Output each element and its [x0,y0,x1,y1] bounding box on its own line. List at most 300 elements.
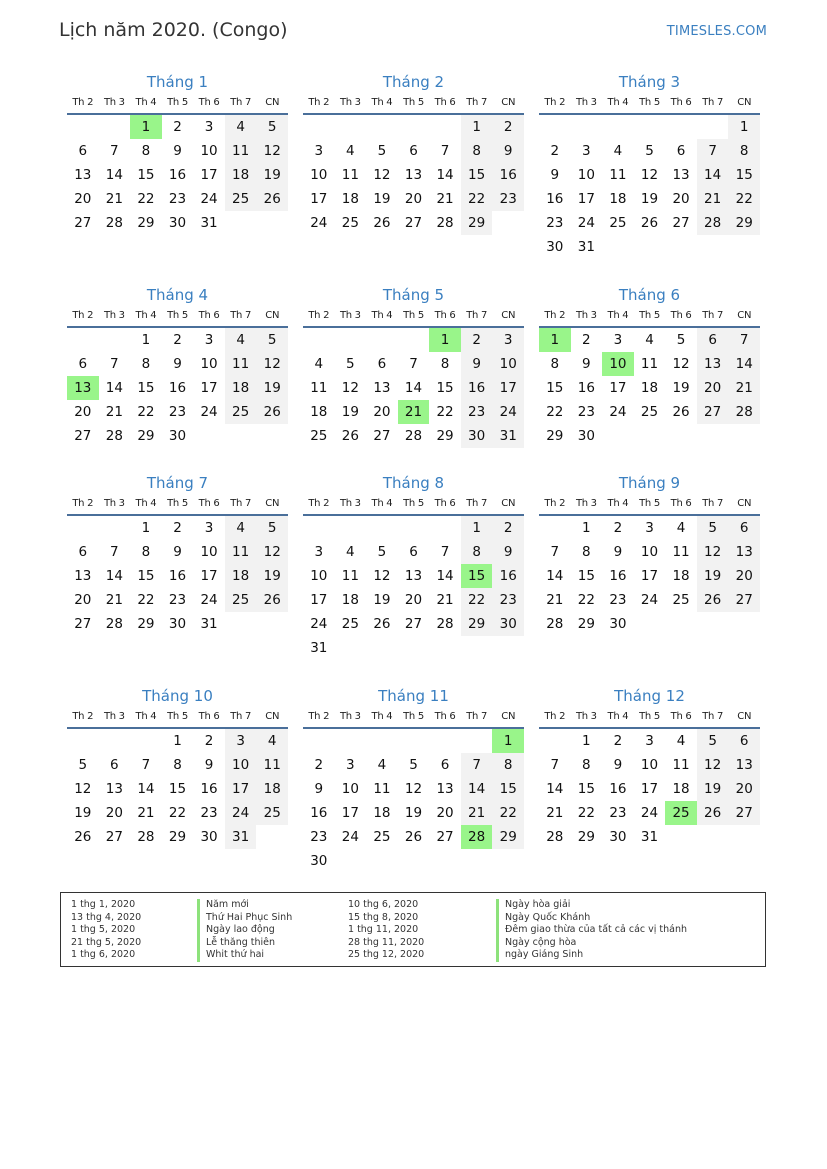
day-cell[interactable]: 19 [640,191,659,207]
weekend-day-cell[interactable]: 3 [225,729,257,753]
day-cell[interactable]: 19 [373,191,391,207]
day-cell[interactable]: 22 [436,404,454,420]
day-cell[interactable]: 21 [546,592,564,608]
weekend-day-cell[interactable]: 8 [728,139,760,163]
weekend-day-cell[interactable]: 25 [225,187,257,211]
day-cell[interactable]: 7 [550,544,560,560]
weekend-day-cell[interactable]: 30 [492,612,524,636]
weekend-day-cell[interactable]: 4 [256,729,288,753]
day-cell[interactable]: 15 [546,380,564,396]
day-cell[interactable]: 2 [173,332,182,348]
day-cell[interactable]: 12 [640,167,659,183]
day-cell[interactable]: 20 [672,191,690,207]
day-cell[interactable]: 12 [672,356,690,372]
weekend-day-cell[interactable]: 1 [728,115,760,139]
day-cell[interactable]: 8 [173,757,182,773]
weekend-day-cell[interactable]: 10 [492,352,524,376]
day-cell[interactable]: 3 [346,757,355,773]
day-cell[interactable]: 18 [609,191,627,207]
day-cell[interactable]: 17 [200,167,218,183]
day-cell[interactable]: 7 [550,757,560,773]
weekend-day-cell[interactable]: 14 [697,163,729,187]
day-cell[interactable]: 15 [168,781,187,797]
weekend-day-cell[interactable]: 28 [697,211,729,235]
weekend-day-cell[interactable]: 1 [461,516,493,540]
day-cell[interactable]: 20 [105,805,123,821]
weekend-day-cell[interactable]: 17 [225,777,257,801]
day-cell[interactable]: 23 [546,215,564,231]
day-cell[interactable]: 29 [168,829,187,845]
weekend-day-cell[interactable]: 27 [697,400,729,424]
weekend-day-cell[interactable]: 12 [256,352,288,376]
day-cell[interactable]: 5 [645,143,654,159]
day-cell[interactable]: 25 [310,428,328,444]
day-cell[interactable]: 24 [200,592,218,608]
day-cell[interactable]: 20 [436,805,454,821]
day-cell[interactable]: 13 [373,380,391,396]
day-cell[interactable]: 14 [105,380,123,396]
day-cell[interactable]: 13 [672,167,690,183]
day-cell[interactable]: 13 [74,568,92,584]
weekend-day-cell[interactable]: 1 [461,115,493,139]
day-cell[interactable]: 27 [404,616,423,632]
weekend-day-cell[interactable]: 10 [225,753,257,777]
day-cell[interactable]: 5 [409,757,418,773]
day-cell[interactable]: 15 [137,568,155,584]
day-cell[interactable]: 7 [110,356,119,372]
holiday-day-cell[interactable]: 15 [461,564,493,588]
weekend-day-cell[interactable]: 9 [492,139,524,163]
day-cell[interactable]: 20 [404,592,423,608]
day-cell[interactable]: 11 [640,356,659,372]
weekend-day-cell[interactable]: 16 [492,163,524,187]
weekend-day-cell[interactable]: 26 [256,588,288,612]
day-cell[interactable]: 30 [168,215,187,231]
day-cell[interactable]: 5 [676,332,686,348]
day-cell[interactable]: 29 [436,428,454,444]
weekend-day-cell[interactable]: 18 [256,777,288,801]
day-cell[interactable]: 31 [577,239,595,255]
day-cell[interactable]: 17 [310,191,328,207]
day-cell[interactable]: 6 [78,544,88,560]
weekend-day-cell[interactable]: 13 [728,753,760,777]
day-cell[interactable]: 5 [78,757,88,773]
weekend-day-cell[interactable]: 2 [492,516,524,540]
weekend-day-cell[interactable]: 15 [492,777,524,801]
day-cell[interactable]: 20 [404,191,423,207]
day-cell[interactable]: 25 [341,215,359,231]
weekend-day-cell[interactable]: 11 [225,352,257,376]
weekend-day-cell[interactable]: 18 [225,564,257,588]
weekend-day-cell[interactable]: 25 [225,588,257,612]
day-cell[interactable]: 30 [609,616,627,632]
weekend-day-cell[interactable]: 17 [492,376,524,400]
weekend-day-cell[interactable]: 19 [697,564,729,588]
weekend-day-cell[interactable]: 24 [492,400,524,424]
day-cell[interactable]: 1 [141,332,151,348]
weekend-day-cell[interactable]: 21 [697,187,729,211]
weekend-day-cell[interactable]: 14 [728,352,760,376]
day-cell[interactable]: 10 [310,568,328,584]
weekend-day-cell[interactable]: 11 [256,753,288,777]
weekend-day-cell[interactable]: 12 [697,540,729,564]
day-cell[interactable]: 26 [404,829,423,845]
weekend-day-cell[interactable]: 5 [697,516,729,540]
day-cell[interactable]: 17 [640,781,659,797]
day-cell[interactable]: 19 [74,805,92,821]
weekend-day-cell[interactable]: 26 [697,588,729,612]
day-cell[interactable]: 15 [577,781,595,797]
day-cell[interactable]: 10 [640,544,659,560]
day-cell[interactable]: 9 [173,356,182,372]
day-cell[interactable]: 23 [577,404,595,420]
weekend-day-cell[interactable]: 27 [728,801,760,825]
day-cell[interactable]: 10 [640,757,659,773]
day-cell[interactable]: 14 [105,167,123,183]
day-cell[interactable]: 12 [373,167,391,183]
day-cell[interactable]: 14 [546,568,564,584]
day-cell[interactable]: 16 [609,781,627,797]
weekend-day-cell[interactable]: 18 [225,163,257,187]
day-cell[interactable]: 20 [373,404,391,420]
day-cell[interactable]: 30 [168,616,187,632]
day-cell[interactable]: 1 [582,520,591,536]
weekend-day-cell[interactable]: 8 [492,753,524,777]
day-cell[interactable]: 9 [314,781,324,797]
day-cell[interactable]: 5 [346,356,355,372]
day-cell[interactable]: 20 [74,592,92,608]
weekend-day-cell[interactable]: 12 [256,139,288,163]
day-cell[interactable]: 25 [373,829,391,845]
day-cell[interactable]: 16 [609,568,627,584]
weekend-day-cell[interactable]: 19 [697,777,729,801]
day-cell[interactable]: 17 [310,592,328,608]
day-cell[interactable]: 2 [582,332,591,348]
day-cell[interactable]: 10 [310,167,328,183]
weekend-day-cell[interactable]: 9 [461,352,493,376]
day-cell[interactable]: 6 [78,356,88,372]
weekend-day-cell[interactable]: 28 [728,400,760,424]
day-cell[interactable]: 10 [200,143,218,159]
day-cell[interactable]: 24 [640,805,659,821]
day-cell[interactable]: 18 [640,380,659,396]
day-cell[interactable]: 5 [377,143,387,159]
day-cell[interactable]: 6 [110,757,119,773]
weekend-day-cell[interactable]: 14 [461,777,493,801]
day-cell[interactable]: 10 [341,781,359,797]
day-cell[interactable]: 26 [341,428,359,444]
day-cell[interactable]: 3 [582,143,591,159]
weekend-day-cell[interactable]: 29 [461,612,493,636]
day-cell[interactable]: 7 [141,757,151,773]
day-cell[interactable]: 27 [404,215,423,231]
day-cell[interactable]: 4 [645,332,654,348]
day-cell[interactable]: 21 [436,191,454,207]
weekend-day-cell[interactable]: 26 [256,400,288,424]
day-cell[interactable]: 27 [105,829,123,845]
day-cell[interactable]: 13 [436,781,454,797]
day-cell[interactable]: 3 [204,119,214,135]
day-cell[interactable]: 17 [609,380,627,396]
weekend-day-cell[interactable]: 26 [697,801,729,825]
day-cell[interactable]: 10 [200,544,218,560]
holiday-day-cell[interactable]: 1 [130,115,162,139]
day-cell[interactable]: 23 [168,592,187,608]
day-cell[interactable]: 29 [137,215,155,231]
day-cell[interactable]: 30 [168,428,187,444]
weekend-day-cell[interactable]: 2 [461,328,493,352]
day-cell[interactable]: 19 [404,805,423,821]
day-cell[interactable]: 4 [676,520,686,536]
day-cell[interactable]: 22 [168,805,187,821]
weekend-day-cell[interactable]: 20 [697,376,729,400]
day-cell[interactable]: 23 [200,805,218,821]
day-cell[interactable]: 22 [137,404,155,420]
weekend-day-cell[interactable]: 22 [461,187,493,211]
day-cell[interactable]: 2 [613,520,623,536]
holiday-day-cell[interactable]: 28 [461,825,493,849]
day-cell[interactable]: 4 [346,544,355,560]
day-cell[interactable]: 19 [341,404,359,420]
day-cell[interactable]: 2 [173,119,182,135]
day-cell[interactable]: 3 [314,544,324,560]
weekend-day-cell[interactable]: 15 [461,163,493,187]
day-cell[interactable]: 6 [676,143,686,159]
day-cell[interactable]: 23 [609,592,627,608]
weekend-day-cell[interactable]: 8 [461,540,493,564]
day-cell[interactable]: 23 [310,829,328,845]
day-cell[interactable]: 26 [74,829,92,845]
day-cell[interactable]: 4 [346,143,355,159]
day-cell[interactable]: 18 [341,191,359,207]
weekend-day-cell[interactable]: 5 [256,516,288,540]
day-cell[interactable]: 9 [173,143,182,159]
day-cell[interactable]: 7 [110,143,119,159]
day-cell[interactable]: 3 [204,520,214,536]
day-cell[interactable]: 11 [373,781,391,797]
day-cell[interactable]: 12 [74,781,92,797]
weekend-day-cell[interactable]: 23 [492,588,524,612]
holiday-day-cell[interactable]: 1 [429,328,461,352]
day-cell[interactable]: 28 [436,616,454,632]
day-cell[interactable]: 18 [341,592,359,608]
day-cell[interactable]: 14 [436,568,454,584]
day-cell[interactable]: 27 [436,829,454,845]
weekend-day-cell[interactable]: 4 [225,328,257,352]
day-cell[interactable]: 7 [440,544,450,560]
weekend-day-cell[interactable]: 4 [225,516,257,540]
day-cell[interactable]: 8 [440,356,450,372]
day-cell[interactable]: 6 [78,143,88,159]
day-cell[interactable]: 21 [436,592,454,608]
weekend-day-cell[interactable]: 25 [256,801,288,825]
weekend-day-cell[interactable]: 21 [728,376,760,400]
day-cell[interactable]: 1 [173,733,182,749]
weekend-day-cell[interactable]: 5 [697,729,729,753]
day-cell[interactable]: 24 [200,404,218,420]
day-cell[interactable]: 6 [409,143,418,159]
day-cell[interactable]: 18 [672,568,690,584]
day-cell[interactable]: 24 [609,404,627,420]
day-cell[interactable]: 17 [640,568,659,584]
day-cell[interactable]: 5 [377,544,387,560]
day-cell[interactable]: 21 [105,592,123,608]
weekend-day-cell[interactable]: 29 [728,211,760,235]
day-cell[interactable]: 22 [577,805,595,821]
day-cell[interactable]: 4 [613,143,623,159]
day-cell[interactable]: 31 [200,616,218,632]
day-cell[interactable]: 11 [672,544,690,560]
day-cell[interactable]: 16 [168,167,187,183]
day-cell[interactable]: 7 [409,356,418,372]
day-cell[interactable]: 11 [341,167,359,183]
day-cell[interactable]: 2 [613,733,623,749]
day-cell[interactable]: 2 [314,757,324,773]
day-cell[interactable]: 2 [550,143,560,159]
day-cell[interactable]: 25 [609,215,627,231]
day-cell[interactable]: 30 [577,428,595,444]
weekend-day-cell[interactable]: 5 [256,328,288,352]
day-cell[interactable]: 31 [200,215,218,231]
weekend-day-cell[interactable]: 12 [697,753,729,777]
day-cell[interactable]: 7 [110,544,119,560]
day-cell[interactable]: 14 [404,380,423,396]
day-cell[interactable]: 25 [672,592,690,608]
day-cell[interactable]: 6 [440,757,450,773]
day-cell[interactable]: 24 [200,191,218,207]
day-cell[interactable]: 16 [168,380,187,396]
weekend-day-cell[interactable]: 19 [256,564,288,588]
weekend-day-cell[interactable]: 9 [492,540,524,564]
weekend-day-cell[interactable]: 22 [728,187,760,211]
day-cell[interactable]: 2 [204,733,214,749]
day-cell[interactable]: 27 [74,616,92,632]
weekend-day-cell[interactable]: 7 [697,139,729,163]
day-cell[interactable]: 3 [645,733,654,749]
day-cell[interactable]: 4 [377,757,387,773]
day-cell[interactable]: 17 [341,805,359,821]
day-cell[interactable]: 27 [74,215,92,231]
weekend-day-cell[interactable]: 7 [461,753,493,777]
weekend-day-cell[interactable]: 31 [492,424,524,448]
holiday-day-cell[interactable]: 10 [602,352,634,376]
day-cell[interactable]: 8 [141,143,151,159]
day-cell[interactable]: 9 [613,544,623,560]
day-cell[interactable]: 29 [577,616,595,632]
holiday-day-cell[interactable]: 25 [665,801,697,825]
weekend-day-cell[interactable]: 19 [256,376,288,400]
day-cell[interactable]: 16 [200,781,218,797]
weekend-day-cell[interactable]: 6 [728,516,760,540]
day-cell[interactable]: 26 [640,215,659,231]
holiday-day-cell[interactable]: 21 [398,400,430,424]
day-cell[interactable]: 3 [613,332,623,348]
day-cell[interactable]: 23 [168,191,187,207]
day-cell[interactable]: 8 [550,356,560,372]
day-cell[interactable]: 13 [105,781,123,797]
day-cell[interactable]: 30 [310,853,328,869]
day-cell[interactable]: 24 [577,215,595,231]
day-cell[interactable]: 16 [310,805,328,821]
day-cell[interactable]: 22 [137,191,155,207]
day-cell[interactable]: 29 [577,829,595,845]
weekend-day-cell[interactable]: 13 [728,540,760,564]
day-cell[interactable]: 27 [373,428,391,444]
day-cell[interactable]: 25 [640,404,659,420]
day-cell[interactable]: 4 [676,733,686,749]
weekend-day-cell[interactable]: 29 [461,211,493,235]
weekend-day-cell[interactable]: 24 [225,801,257,825]
weekend-day-cell[interactable]: 29 [492,825,524,849]
day-cell[interactable]: 28 [404,428,423,444]
day-cell[interactable]: 21 [105,404,123,420]
weekend-day-cell[interactable]: 25 [225,400,257,424]
day-cell[interactable]: 18 [373,805,391,821]
day-cell[interactable]: 29 [546,428,564,444]
day-cell[interactable]: 20 [74,191,92,207]
day-cell[interactable]: 11 [672,757,690,773]
day-cell[interactable]: 22 [546,404,564,420]
weekend-day-cell[interactable]: 13 [697,352,729,376]
day-cell[interactable]: 18 [310,404,328,420]
weekend-day-cell[interactable]: 18 [225,376,257,400]
day-cell[interactable]: 29 [137,428,155,444]
weekend-day-cell[interactable]: 2 [492,115,524,139]
weekend-day-cell[interactable]: 8 [461,139,493,163]
day-cell[interactable]: 27 [672,215,690,231]
day-cell[interactable]: 15 [436,380,454,396]
day-cell[interactable]: 13 [74,167,92,183]
weekend-day-cell[interactable]: 23 [492,187,524,211]
day-cell[interactable]: 8 [582,757,591,773]
day-cell[interactable]: 30 [546,239,564,255]
weekend-day-cell[interactable]: 3 [492,328,524,352]
weekend-day-cell[interactable]: 11 [225,139,257,163]
weekend-day-cell[interactable]: 7 [728,328,760,352]
day-cell[interactable]: 2 [173,520,182,536]
day-cell[interactable]: 9 [204,757,214,773]
day-cell[interactable]: 24 [310,616,328,632]
weekend-day-cell[interactable]: 6 [697,328,729,352]
day-cell[interactable]: 8 [141,356,151,372]
day-cell[interactable]: 24 [640,592,659,608]
day-cell[interactable]: 7 [440,143,450,159]
weekend-day-cell[interactable]: 30 [461,424,493,448]
day-cell[interactable]: 19 [672,380,690,396]
day-cell[interactable]: 11 [310,380,328,396]
day-cell[interactable]: 15 [137,167,155,183]
weekend-day-cell[interactable]: 20 [728,564,760,588]
day-cell[interactable]: 18 [672,781,690,797]
day-cell[interactable]: 28 [105,428,123,444]
day-cell[interactable]: 14 [105,568,123,584]
day-cell[interactable]: 31 [640,829,659,845]
weekend-day-cell[interactable]: 15 [728,163,760,187]
day-cell[interactable]: 21 [546,805,564,821]
weekend-day-cell[interactable]: 26 [256,187,288,211]
day-cell[interactable]: 9 [173,544,182,560]
weekend-day-cell[interactable]: 19 [256,163,288,187]
weekend-day-cell[interactable]: 16 [492,564,524,588]
day-cell[interactable]: 14 [546,781,564,797]
day-cell[interactable]: 3 [204,332,214,348]
day-cell[interactable]: 30 [200,829,218,845]
weekend-day-cell[interactable]: 12 [256,540,288,564]
day-cell[interactable]: 29 [137,616,155,632]
day-cell[interactable]: 10 [200,356,218,372]
weekend-day-cell[interactable]: 5 [256,115,288,139]
day-cell[interactable]: 16 [577,380,595,396]
